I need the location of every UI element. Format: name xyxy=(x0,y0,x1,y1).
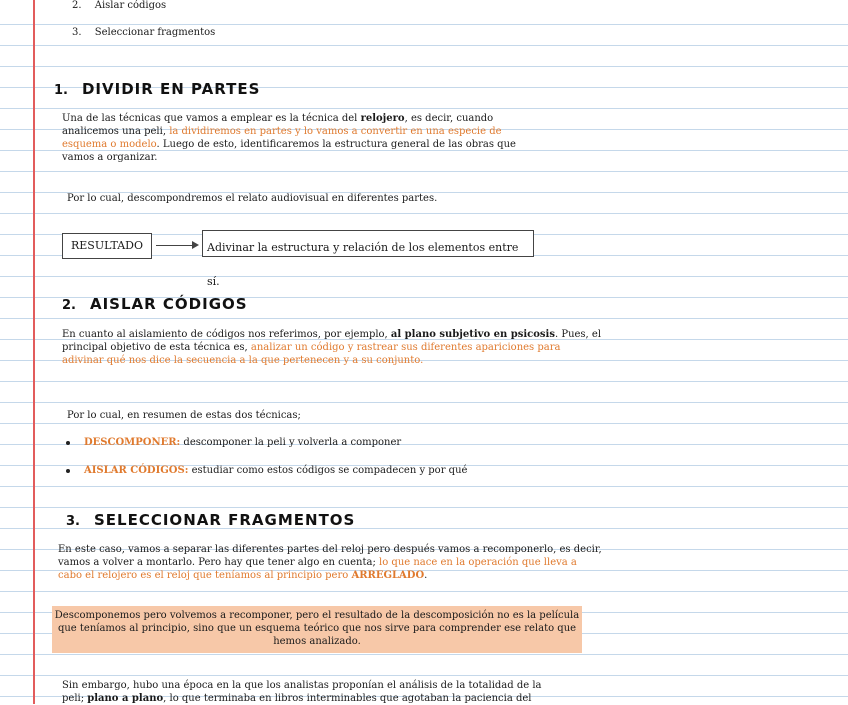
text-run: . xyxy=(424,570,428,581)
result-label: RESULTADO xyxy=(70,239,144,252)
text-run: En cuanto al aislamiento de códigos nos referimos, por ejemplo, xyxy=(62,329,391,340)
highlight-text: cabo el relojero es el reloj que teníamos al principio pero xyxy=(58,570,352,581)
section-title: SELECCIONAR FRAGMENTOS xyxy=(93,511,356,529)
section-title: AISLAR CÓDIGOS xyxy=(89,295,248,313)
bullet-icon xyxy=(66,469,70,473)
toc-label: Seleccionar fragmentos xyxy=(94,27,216,38)
text-run: , es decir, cuando xyxy=(404,113,494,124)
result-text-box xyxy=(202,230,534,288)
text-run: hemos analizado. xyxy=(273,636,361,647)
text-run: peli; xyxy=(62,693,88,704)
highlight-text: analizar un código y rastrear sus diferentes apariciones para xyxy=(250,342,561,353)
highlight-text: lo que nace en la operación que lleva a xyxy=(379,557,577,568)
text-run: Sin embargo, hubo una época en la que los analistas proponían el análisis de la totalidad de la xyxy=(62,680,542,691)
text-run: principal objetivo de esta técnica es, xyxy=(62,342,251,353)
text-run: . Pues, el xyxy=(554,329,602,340)
bullet-item xyxy=(84,436,401,449)
keyword: al plano subjetivo en psicosis xyxy=(390,329,555,340)
keyword: ARREGLADO xyxy=(351,570,425,581)
text-run: analicemos una peli, xyxy=(62,126,170,137)
arrow-line xyxy=(156,245,194,246)
toc-label: Aislar códigos xyxy=(94,0,167,11)
section-1-paragraph xyxy=(62,112,522,164)
bullet-term: DESCOMPONER: xyxy=(84,437,181,448)
bullet-item xyxy=(84,464,467,477)
toc-item-3 xyxy=(72,26,215,39)
text-run: que teníamos al principio, sino que un esquema teórico que nos sirve para comprender ese relato que xyxy=(57,623,577,634)
section-number: 3. xyxy=(66,514,80,529)
text-run: vamos a volver a montarlo. Pero hay que tener algo en cuenta; xyxy=(58,557,380,568)
section-title: DIVIDIR EN PARTES xyxy=(81,80,261,98)
text-run: En este caso, vamos a separar las diferentes partes del reloj pero después vamos a recomponerlo, es decir, xyxy=(58,544,602,555)
bullet-text: descomponer la peli y volverla a componer xyxy=(180,437,402,448)
text-run: . Luego de esto, identificaremos la estructura general de las obras que xyxy=(156,139,516,150)
result-label-box xyxy=(62,233,152,259)
section-number: 1. xyxy=(54,83,68,98)
section-number: 2. xyxy=(62,298,76,313)
section-3-paragraph-2 xyxy=(62,679,582,705)
section-1-conclusion: Por lo cual, descompondremos el relato audiovisual en diferentes partes. xyxy=(67,193,438,204)
highlight-text: la dividiremos en partes y lo vamos a convertir en una especie de xyxy=(169,126,502,137)
text-run: Descomponemos pero volvemos a recomponer, pero el resultado de la descomposición no es la película xyxy=(54,610,580,621)
toc-number: 3. xyxy=(72,27,82,38)
highlight-box-text xyxy=(52,609,582,648)
highlight-text: adivinar qué nos dice la secuencia a la que pertenecen y a su conjunto. xyxy=(62,355,424,366)
bullet-text: estudiar como estos códigos se compadecen y por qué xyxy=(188,465,468,476)
section-1-heading xyxy=(54,80,260,98)
text-run: vamos a organizar. xyxy=(62,152,158,163)
summary-intro: Por lo cual, en resumen de estas dos técnicas; xyxy=(67,410,301,421)
arrow-right-icon xyxy=(192,241,199,249)
toc-number: 2. xyxy=(72,0,82,11)
toc-item-2 xyxy=(72,0,166,12)
bullet-icon xyxy=(66,441,70,445)
bullet-term: AISLAR CÓDIGOS: xyxy=(84,465,189,476)
result-text: Adivinar la estructura y relación de los elementos entre sí. xyxy=(207,241,519,288)
text-run: Una de las técnicas que vamos a emplear es la técnica del xyxy=(62,113,361,124)
section-3-paragraph xyxy=(58,543,618,582)
section-2-heading xyxy=(62,295,248,313)
keyword: plano a plano xyxy=(87,693,164,704)
section-3-heading xyxy=(66,511,355,529)
keyword: relojero xyxy=(360,113,405,124)
highlight-text: esquema o modelo xyxy=(62,139,157,150)
section-2-paragraph xyxy=(62,328,602,367)
text-run: , lo que terminaba en libros interminables que agotaban la paciencia del xyxy=(163,693,532,704)
margin-line xyxy=(33,0,35,704)
